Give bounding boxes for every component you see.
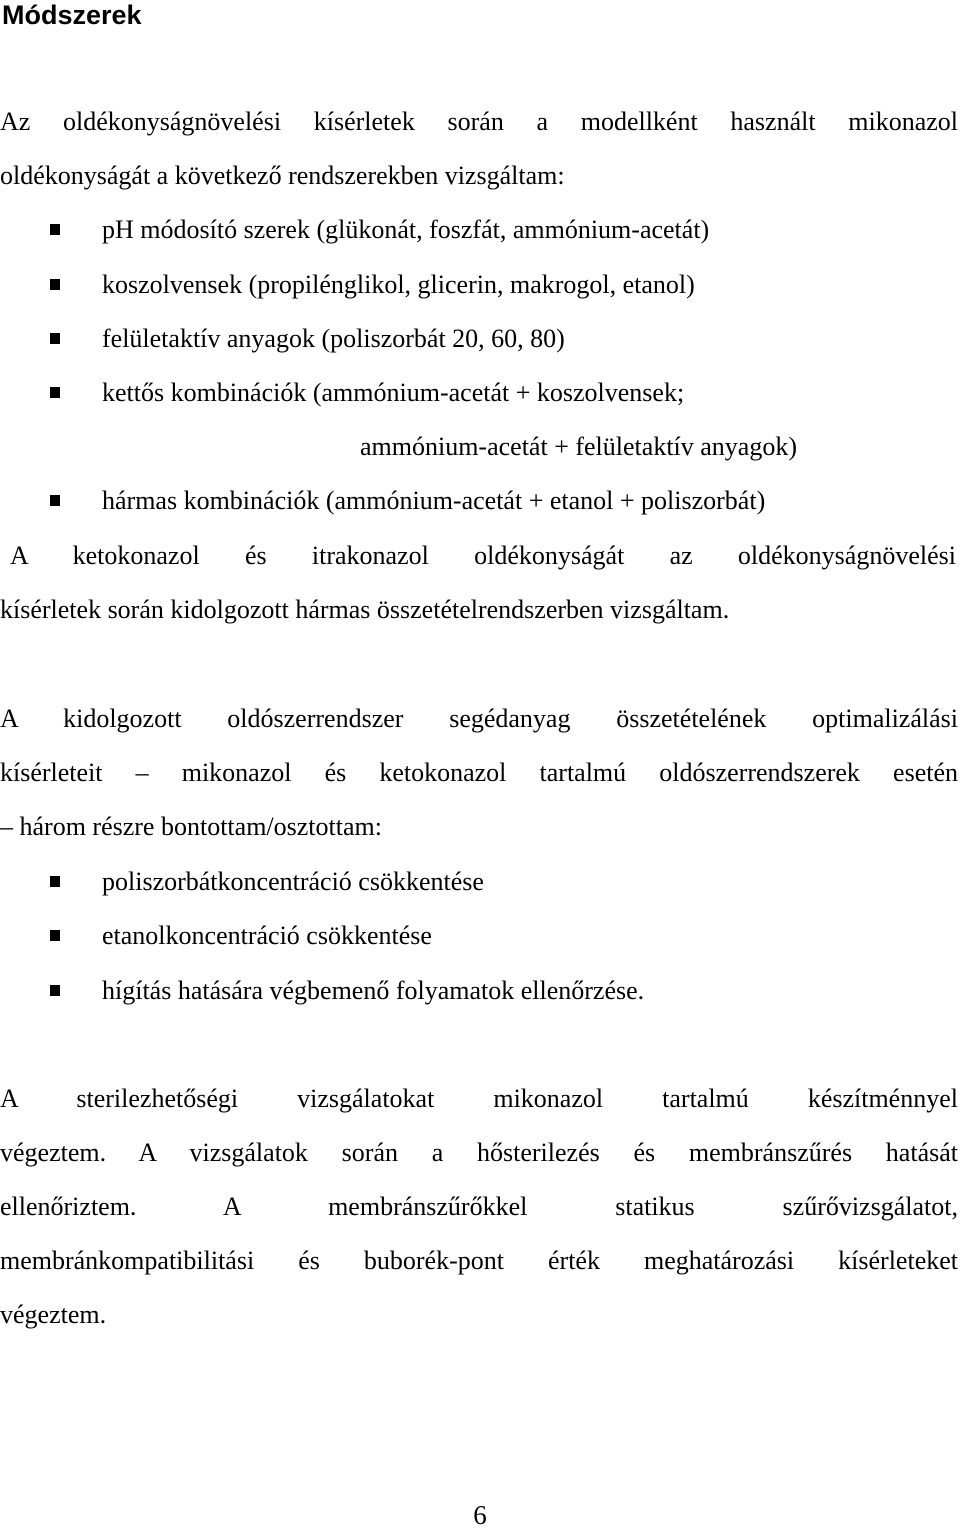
paragraph-line: végeztem. A vizsgálatok során a hősterilezés és membránszűrés hatását bbox=[0, 1138, 958, 1167]
list-item-text: kettős kombinációk (ammónium-acetát + koszolvensek; bbox=[102, 378, 685, 407]
intro-line-2: oldékonyságát a következő rendszerekben vizsgáltam: bbox=[0, 161, 565, 190]
square-bullet-icon bbox=[50, 333, 60, 344]
list-item-text: koszolvensek (propilénglikol, glicerin, makrogol, etanol) bbox=[102, 270, 695, 299]
paragraph-line: kísérleteit – mikonazol és ketokonazol tartalmú oldószerrendszerek esetén bbox=[0, 758, 958, 787]
paragraph-line: A ketokonazol és itrakonazol oldékonyságát az oldékonyságnövelési bbox=[10, 541, 956, 570]
square-bullet-icon bbox=[50, 279, 60, 290]
section-heading: Módszerek bbox=[2, 0, 142, 30]
paragraph-line: kísérletek során kidolgozott hármas összetételrendszerben vizsgáltam. bbox=[0, 595, 730, 624]
square-bullet-icon bbox=[50, 387, 60, 398]
square-bullet-icon bbox=[50, 876, 60, 887]
paragraph-line: – három részre bontottam/osztottam: bbox=[0, 812, 382, 841]
list-item-text: felületaktív anyagok (poliszorbát 20, 60, 80) bbox=[102, 324, 565, 353]
list-item-text: poliszorbátkoncentráció csökkentése bbox=[102, 867, 484, 896]
square-bullet-icon bbox=[50, 224, 60, 235]
paragraph-line: A sterilezhetőségi vizsgálatokat mikonazol tartalmú készítménnyel bbox=[0, 1084, 958, 1113]
list-item-continuation: ammónium-acetát + felületaktív anyagok) bbox=[360, 432, 797, 461]
list-item-text: hígítás hatására végbemenő folyamatok ellenőrzése. bbox=[102, 976, 645, 1005]
square-bullet-icon bbox=[50, 930, 60, 941]
paragraph-line: membránkompatibilitási és buborék-pont érték meghatározási kísérleteket bbox=[0, 1246, 958, 1275]
paragraph-line: A kidolgozott oldószerrendszer segédanyag összetételének optimalizálási bbox=[0, 704, 958, 733]
paragraph-line: ellenőriztem. A membránszűrőkkel statikus szűrővizsgálatot, bbox=[0, 1192, 958, 1221]
list-item-text: etanolkoncentráció csökkentése bbox=[102, 921, 432, 950]
square-bullet-icon bbox=[50, 495, 60, 506]
page-number: 6 bbox=[473, 1500, 487, 1530]
paragraph-line: végeztem. bbox=[0, 1300, 107, 1329]
list-item-text: pH módosító szerek (glükonát, foszfát, ammónium-acetát) bbox=[102, 215, 710, 244]
intro-line-1: Az oldékonyságnövelési kísérletek során a modellként használt mikonazol bbox=[0, 107, 958, 136]
square-bullet-icon bbox=[50, 985, 60, 996]
list-item-text: hármas kombinációk (ammónium-acetát + etanol + poliszorbát) bbox=[102, 486, 766, 515]
